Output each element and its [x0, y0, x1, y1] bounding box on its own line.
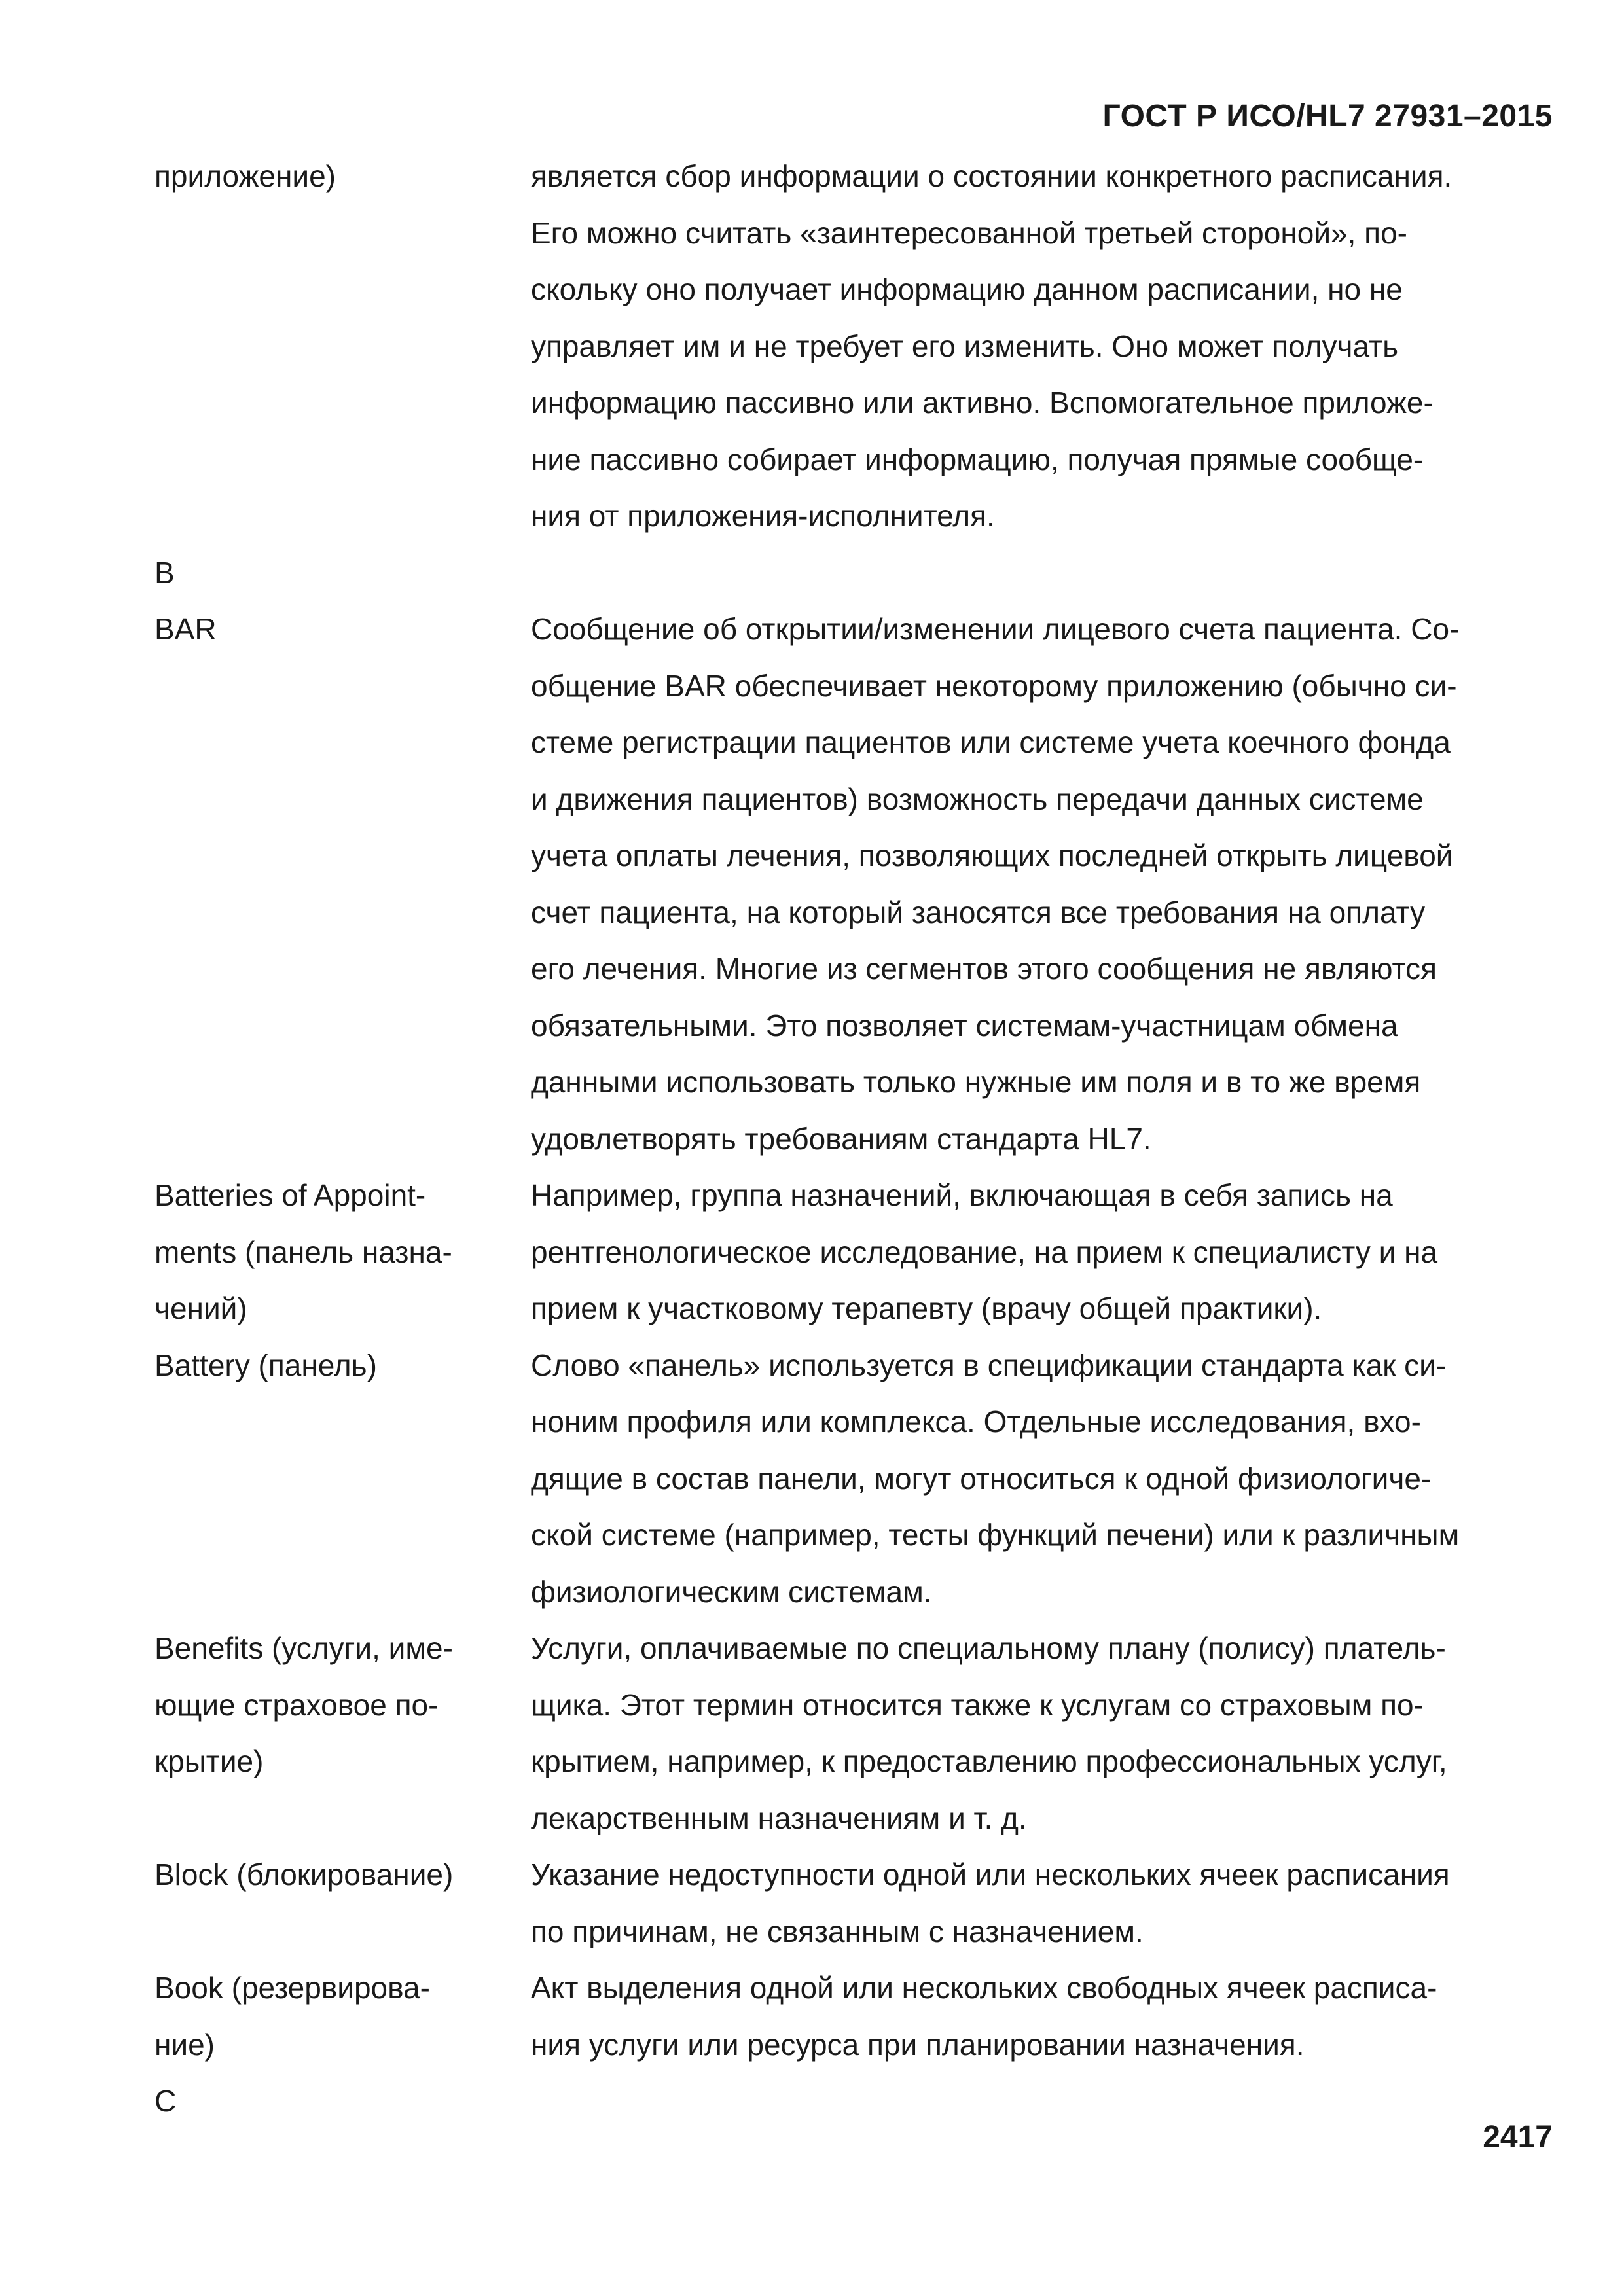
definition-line: и движения пациентов) возможность передачи данных системе: [531, 781, 1424, 816]
glossary-entry: [154, 601, 1562, 1167]
definition-line: ноним профиля или комплекса. Отдельные исследования, вхо-: [531, 1405, 1421, 1439]
definition-line: ние пассивно собирает информацию, получая прямые сообще-: [531, 442, 1424, 476]
definition-line: дящие в состав панели, могут относиться к одной физиологиче-: [531, 1461, 1432, 1496]
definition-line: учета оплаты лечения, позволяющих последней открыть лицевой: [531, 838, 1453, 872]
glossary-entry: [154, 1337, 1562, 1621]
definition-line: Например, группа назначений, включающая в себя запись на: [531, 1178, 1393, 1212]
glossary-term: [154, 1620, 531, 1790]
definition-line: управляет им и не требует его изменить. Оно может получать: [531, 329, 1399, 363]
definition-line: стеме регистрации пациентов или системе учета коечного фонда: [531, 725, 1451, 759]
definition-line: данными использовать только нужные им поля и в то же время: [531, 1065, 1421, 1099]
term-line: Benefits (услуги, име-: [154, 1631, 453, 1665]
definition-line: является сбор информации о состоянии конкретного расписания.: [531, 159, 1453, 193]
definition-line: ния от приложения-исполнителя.: [531, 499, 995, 533]
glossary-definition: [531, 148, 1568, 545]
glossary-term: [154, 1960, 531, 2073]
term-line: ments (панель назна-: [154, 1234, 452, 1269]
definition-line: щика. Этот термин относится также к услугам со страховым по-: [531, 1687, 1424, 1722]
glossary-entry: [154, 1960, 1562, 2073]
term-line: приложение): [154, 159, 336, 193]
definition-line: Акт выделения одной или нескольких свободных ячеек расписа-: [531, 1971, 1437, 2005]
term-line: Block (блокирование): [154, 1857, 454, 1892]
definition-line: физиологическим системам.: [531, 1574, 932, 1609]
definition-line: лекарственным назначениям и т. д.: [531, 1801, 1027, 1835]
definition-line: счет пациента, на который заносятся все требования на оплату: [531, 895, 1426, 929]
glossary-term: [154, 1846, 531, 1903]
term-line: BAR: [154, 612, 217, 646]
definition-line: его лечения. Многие из сегментов этого сообщения не являются: [531, 952, 1437, 986]
glossary-term: [154, 1167, 531, 1337]
definition-line: общение BAR обеспечивает некоторому приложению (обычно си-: [531, 668, 1457, 703]
glossary-term: [154, 148, 531, 205]
glossary-definition: [531, 601, 1568, 1167]
page-number: 2417: [1483, 2120, 1553, 2155]
glossary-term: [154, 601, 531, 658]
glossary-content: [154, 148, 1562, 2130]
definition-line: ской системе (например, тесты функций печени) или к различным: [531, 1518, 1460, 1552]
glossary-entry: [154, 1620, 1562, 1846]
standard-header: ГОСТ Р ИСО/HL7 27931–2015: [1102, 99, 1553, 134]
glossary-term: [154, 1337, 531, 1394]
term-line: ющие страховое по-: [154, 1687, 439, 1722]
definition-line: рентгенологическое исследование, на прием к специалисту и на: [531, 1234, 1438, 1269]
definition-line: Услуги, оплачиваемые по специальному плану (полису) платель-: [531, 1631, 1446, 1665]
term-line: Book (резервирова-: [154, 1971, 430, 2005]
definition-line: Указание недоступности одной или нескольких ячеек расписания: [531, 1857, 1450, 1892]
definition-line: прием к участковому терапевту (врачу общей практики).: [531, 1291, 1322, 1325]
definition-line: ния услуги или ресурса при планировании назначения.: [531, 2027, 1305, 2062]
definition-line: Сообщение об открытии/изменении лицевого счета пациента. Со-: [531, 612, 1460, 646]
term-line: Batteries of Appoint-: [154, 1178, 426, 1212]
definition-line: удовлетворять требованиям стандарта HL7.: [531, 1121, 1151, 1156]
definition-line: Его можно считать «заинтересованной третьей стороной», по-: [531, 215, 1407, 250]
section-letter: C: [154, 2084, 177, 2118]
term-line: Battery (панель): [154, 1348, 377, 1382]
section-letter-row: [154, 545, 1562, 601]
definition-line: Слово «панель» используется в спецификации стандарта как си-: [531, 1348, 1447, 1382]
definition-line: крытием, например, к предоставлению профессиональных услуг,: [531, 1744, 1447, 1778]
term-line: ние): [154, 2027, 215, 2062]
glossary-definition: [531, 1960, 1568, 2073]
glossary-definition: [531, 1337, 1568, 1621]
glossary-definition: [531, 1620, 1568, 1846]
glossary-entry: [154, 1846, 1562, 1960]
definition-line: по причинам, не связанным с назначением.: [531, 1914, 1144, 1948]
definition-line: скольку оно получает информацию данном расписании, но не: [531, 272, 1403, 306]
term-line: чений): [154, 1291, 247, 1325]
definition-line: информацию пассивно или активно. Вспомогательное приложе-: [531, 386, 1434, 420]
glossary-definition: [531, 1167, 1568, 1337]
glossary-definition: [531, 1846, 1568, 1960]
glossary-entry: [154, 1167, 1562, 1337]
term-line: крытие): [154, 1744, 264, 1778]
glossary-entry: [154, 148, 1562, 545]
definition-line: обязательными. Это позволяет системам-участницам обмена: [531, 1008, 1398, 1043]
section-letter: B: [154, 555, 175, 590]
